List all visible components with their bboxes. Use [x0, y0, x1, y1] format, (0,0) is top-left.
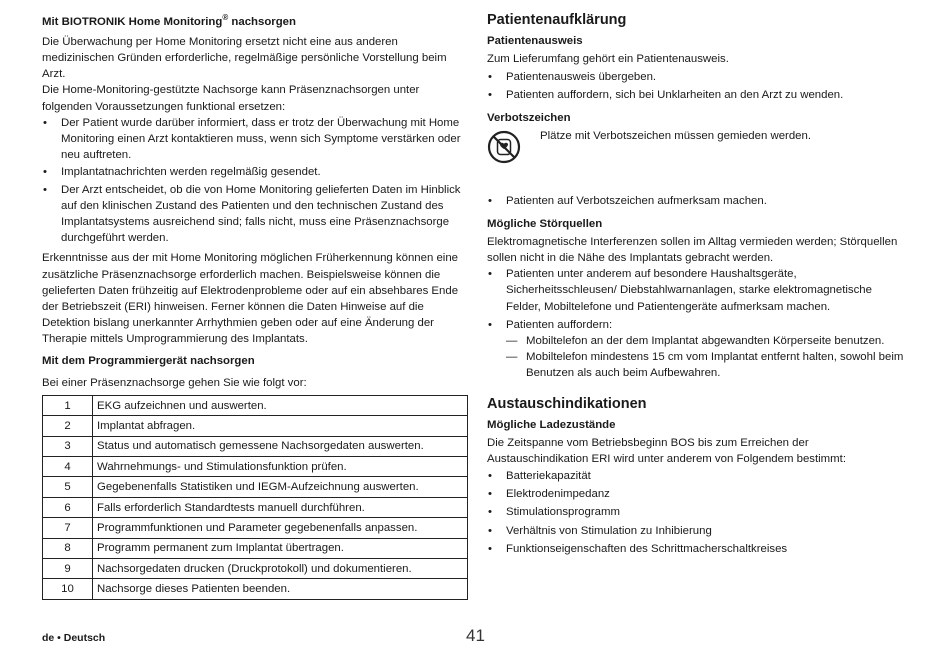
list-item — [487, 468, 909, 484]
bullet-glyph: • — [488, 470, 492, 483]
step-number: 8 — [43, 538, 93, 558]
step-text: Nachsorge dieses Patienten beenden. — [93, 579, 468, 599]
step-text: Programm permanent zum Implantat übertragen. — [93, 538, 468, 558]
bullet-glyph: • — [488, 318, 492, 331]
list-item-text: Der Patient wurde darüber informiert, dass er trotz der Überwachung mit Home Monitoring einen Arzt kontaktieren muss, wenn sich Symptome verstärken oder neu auftreten. — [61, 116, 461, 162]
table-row — [43, 436, 468, 456]
interference-subheading: Mögliche Störquellen — [487, 217, 603, 230]
list-item — [487, 266, 909, 315]
list-item-text: Patienten auffordern: — [506, 318, 613, 331]
interference-dash-list — [487, 333, 909, 382]
list-item-text: Elektrodenimpedanz — [506, 488, 610, 501]
step-number: 6 — [43, 497, 93, 517]
step-number: 1 — [43, 395, 93, 415]
table-row — [43, 558, 468, 578]
patient-card-list — [487, 69, 909, 103]
list-item-text: Patienten unter anderem auf besondere Haushaltsgeräte, Sicherheitsschleusen/ Diebstahlwarnanlagen, starke elektromagnetische Felder, Mobiltelefone und Patientengeräte aufmerksam machen. — [506, 268, 872, 313]
bullet-glyph: • — [488, 71, 492, 84]
list-item-text: Patienten auf Verbotszeichen aufmerksam machen. — [506, 194, 767, 207]
table-row — [43, 416, 468, 436]
list-item-text: Batteriekapazität — [506, 470, 591, 483]
list-item-text: Funktionseigenschaften des Schrittmacherschaltkreises — [506, 542, 788, 555]
right-column — [487, 10, 909, 557]
heading-tail: nachsorgen — [228, 15, 296, 28]
list-item-text: Patienten auffordern, sich bei Unklarheiten an den Arzt zu wenden. — [506, 89, 844, 102]
list-item-text: Stimulationsprogramm — [506, 506, 620, 519]
table-row — [43, 477, 468, 497]
step-text: Status und automatisch gemessene Nachsorgedaten auswerten. — [93, 436, 468, 456]
list-item — [487, 193, 909, 209]
list-item — [487, 317, 909, 333]
home-monitoring-conditions — [42, 115, 468, 247]
list-item-text: Patientenausweis übergeben. — [506, 71, 657, 84]
table-row — [43, 538, 468, 558]
step-number: 5 — [43, 477, 93, 497]
bullet-glyph: • — [488, 542, 492, 555]
bullet-glyph: • — [488, 89, 492, 102]
charge-factors-list — [487, 468, 909, 557]
step-number: 9 — [43, 558, 93, 578]
prohibition-subheading: Verbotszeichen — [487, 111, 571, 124]
step-text: Nachsorgedaten drucken (Druckprotokoll) und dokumentieren. — [93, 558, 468, 578]
early-detection-para: Erkenntnisse aus der mit Home Monitoring möglichen Früherkennung können eine zusätzliche Präsenznachsorge erforderlich machen. Beispielsweise können die gelieferten Daten frühzeitig auf Elektrodenprobleme oder auf ein absehbares Ende der Betriebszeit (ERI) hinweisen. Ferner können die Daten Hinweise auf die Detektion bislang unerkannter Arrhythmien geben oder auf eine Änderung der Therapie mittels Umprogrammierung des Implantats. — [42, 252, 459, 346]
step-text: Gegebenenfalls Statistiken und IEGM-Aufzeichnung auswerten. — [93, 477, 468, 497]
prohibition-list — [487, 193, 909, 209]
bullet-glyph: • — [488, 268, 492, 281]
page-number: 41 — [466, 626, 485, 645]
list-item — [42, 115, 468, 164]
table-row — [43, 497, 468, 517]
home-monitoring-para-1: Die Überwachung per Home Monitoring ersetzt nicht eine aus anderen medizinischen Gründen erforderliche, regelmäßige persönliche Vorstellung beim Arzt. — [42, 35, 447, 81]
bullet-glyph: • — [43, 183, 47, 196]
prohibition-sign-icon — [487, 130, 521, 164]
list-item-text: Mobiltelefon an der dem Implantat abgewandten Körperseite benutzen. — [526, 335, 885, 348]
list-item-text: Implantatnachrichten werden regelmäßig gesendet. — [61, 166, 321, 179]
bullet-glyph: • — [488, 488, 492, 501]
dash-glyph: — — [506, 351, 518, 364]
step-number: 10 — [43, 579, 93, 599]
charge-states-subheading: Mögliche Ladezustände — [487, 418, 616, 431]
charge-states-text: Die Zeitspanne vom Betriebsbeginn BOS bis zum Erreichen der Austauschindikation ERI wird unter anderem von Folgendem bestimmt: — [487, 436, 846, 465]
interference-text: Elektromagnetische Interferenzen sollen im Alltag vermieden werden; Störquellen sollen nicht in die Nähe des Implantats gebracht werden. — [487, 235, 898, 265]
dash-glyph: — — [506, 335, 518, 348]
bullet-glyph: • — [488, 506, 492, 519]
table-row — [43, 395, 468, 415]
patient-card-text: Zum Lieferumfang gehört ein Patientenausweis. — [487, 53, 729, 65]
table-row — [43, 457, 468, 477]
list-item — [506, 349, 909, 381]
step-text: Implantat abfragen. — [93, 416, 468, 436]
prohibition-text: Plätze mit Verbotszeichen müssen gemieden werden. — [540, 129, 811, 142]
step-text: Wahrnehmungs- und Stimulationsfunktion prüfen. — [93, 457, 468, 477]
replacement-heading: Austauschindikationen — [487, 395, 647, 412]
list-item — [42, 182, 468, 247]
step-number: 2 — [43, 416, 93, 436]
table-row — [43, 518, 468, 538]
list-item-text: Mobiltelefon mindestens 15 cm vom Implantat entfernt halten, sowohl beim Benutzen als auch beim Aufbewahren. — [526, 351, 904, 380]
list-item — [487, 541, 909, 557]
prohibition-sign-row — [487, 128, 909, 180]
step-number: 7 — [43, 518, 93, 538]
list-item — [42, 164, 468, 180]
home-monitoring-heading — [42, 10, 468, 30]
list-item — [487, 69, 909, 85]
step-text: Falls erforderlich Standardtests manuell durchführen. — [93, 497, 468, 517]
bullet-glyph: • — [43, 116, 47, 129]
list-item — [487, 504, 909, 520]
list-item — [487, 523, 909, 539]
list-item — [487, 486, 909, 502]
bullet-glyph: • — [488, 524, 492, 537]
patient-info-heading: Patientenaufklärung — [487, 12, 627, 28]
list-item — [506, 333, 909, 349]
list-item-text: Verhältnis von Stimulation zu Inhibierung — [506, 524, 712, 537]
list-item — [487, 87, 909, 103]
step-number: 3 — [43, 436, 93, 456]
left-column — [42, 10, 468, 600]
bullet-glyph: • — [488, 194, 492, 207]
list-item-text: Der Arzt entscheidet, ob die von Home Monitoring gelieferten Daten im Hinblick auf den klinischen Zustand des Patienten und den technischen Zustand des Implantatsystems ausreichend sind; falls nicht, muss eine Präsenznachsorge durchgeführt werden. — [61, 183, 461, 245]
bullet-glyph: • — [43, 166, 47, 179]
step-text: Programmfunktionen und Parameter gegebenenfalls anpassen. — [93, 518, 468, 538]
interference-list — [487, 266, 909, 333]
footer-language: de • Deutsch — [42, 632, 106, 644]
home-monitoring-para-2: Die Home-Monitoring-gestützte Nachsorge kann Präsenznachsorgen unter folgenden Voraussetzungen funktional ersetzen: — [42, 84, 420, 113]
followup-steps-table — [42, 395, 468, 600]
programmer-heading: Mit dem Programmiergerät nachsorgen — [42, 354, 255, 367]
patient-card-subheading: Patientenausweis — [487, 35, 583, 47]
heading-text: Mit BIOTRONIK Home Monitoring — [42, 15, 223, 28]
programmer-intro: Bei einer Präsenznachsorge gehen Sie wie folgt vor: — [42, 376, 307, 389]
step-text: EKG aufzeichnen und auswerten. — [93, 395, 468, 415]
registered-mark: ® — [222, 13, 229, 22]
table-row — [43, 579, 468, 599]
step-number: 4 — [43, 457, 93, 477]
